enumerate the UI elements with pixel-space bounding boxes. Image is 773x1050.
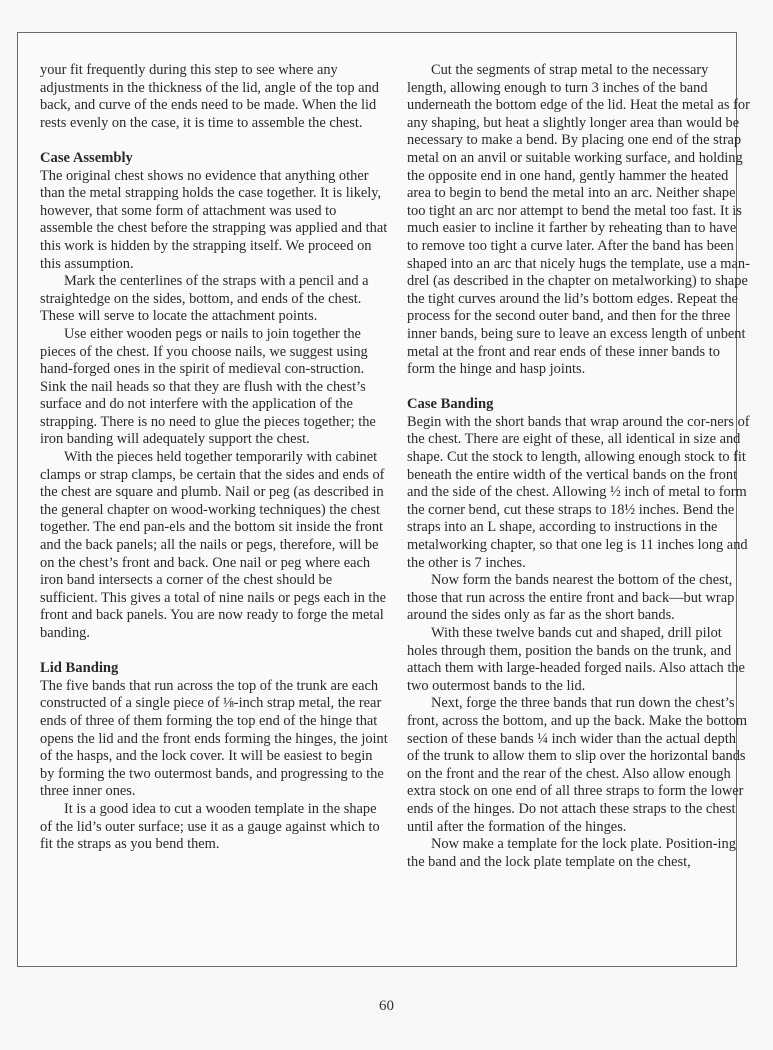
page-number: 60 bbox=[379, 998, 394, 1014]
paragraph: It is a good idea to cut a wooden template in the shape of the lid’s outer surface; use it as a gauge against which to fit the straps as you bend them. bbox=[40, 800, 380, 853]
paragraph: With the pieces held together temporarily with cabinet clamps or strap clamps, be certain that the sides and ends of the chest are square and plumb. Nail or peg (as described in the general chapter on wood-working techniques) the chest together. The end pan-els and the bottom sit inside the front and the back panels; all the nails or pegs, therefore, will be on the chest’s front and back. One nail or peg where each iron band intersects a corner of the chest should be sufficient. This gives a total of nine nails or pegs each in the front and back panels. You are now ready to forge the metal banding. bbox=[40, 449, 386, 641]
text-frame-border bbox=[17, 32, 750, 967]
paragraph: With these twelve bands cut and shaped, drill pilot holes through them, position the bands on the trunk, and attach them with large-headed forged nails. Also attach the two outermost bands to the lid. bbox=[407, 625, 745, 694]
paragraph: The original chest shows no evidence that anything other than the metal strapping holds the case together. It is likely, however, that some form of attachment was used to assemble the chest before the strapping was applied and that this work is hidden by the strapping itself. We proceed on this assumption. bbox=[40, 167, 388, 272]
paragraph: your fit frequently during this step to see where any adjustments in the thickness of the lid, angle of the top and back, and curve of the ends need to be made. When the lid rests evenly on the case, it is time to assemble the chest. bbox=[40, 62, 379, 131]
section-heading-case-assembly: Case Assembly bbox=[40, 149, 133, 166]
paragraph: Mark the centerlines of the straps with a pencil and a straightedge on the sides, bottom, and ends of the chest. These will serve to locate the attachment points. bbox=[40, 273, 369, 325]
section-heading-case-banding: Case Banding bbox=[407, 396, 494, 413]
paragraph: The five bands that run across the top of the trunk are each constructed of a single piece of ⅛-inch strap metal, the rear ends of three of them forming the top end of the hinge that opens the lid and the front ends forming the hinges, the joint of the hasps, and the lock cover. It will be easiest to begin by forming the two outermost bands, and progressing to the three inner ones. bbox=[40, 677, 388, 800]
paragraph: Now form the bands nearest the bottom of the chest, those that run across the entire front and back—but wrap around the sides only as far as the short bands. bbox=[407, 572, 735, 624]
paragraph: Next, forge the three bands that run down the chest’s front, across the bottom, and up the back. Make the bottom section of these bands ¼ inch wider than the actual depth of the trunk to allow them to slip over the horizontal bands on the front and the rear of the chest. Also allow enough extra stock on one end of all three straps to form the lower ends of the hinges. Do not attach these straps to the chest until after the formation of the hinges. bbox=[407, 695, 748, 835]
paragraph: Begin with the short bands that wrap around the cor-ners of the chest. There are eight of these, all identical in size and shape. Cut the stock to length, allowing enough stock to fit beneath the entire width of the vertical bands on the front and the side of the chest. Allowing ½ inch of metal to form the corner bend, cut these straps to 18½ inches. Bend the straps into an L shape, according to instructions in the metalworking chapter, so that one leg is 11 inches long and the other is 7 inches. bbox=[407, 413, 750, 571]
left-column bbox=[40, 62, 388, 854]
paragraph: Now make a template for the lock plate. Position-ing the band and the lock plate template on the chest, bbox=[407, 836, 736, 870]
right-column bbox=[407, 62, 751, 871]
paragraph: Use either wooden pegs or nails to join together the pieces of the chest. If you choose nails, we suggest using hand-forged ones in the spirit of medieval con-struction. Sink the nail heads so that they are flush with the chest’s surface and do not interfere with the application of the strapping. There is no need to glue the pieces together; the iron banding will adequately support the chest. bbox=[40, 325, 376, 448]
section-heading-lid-banding: Lid Banding bbox=[40, 660, 119, 677]
paragraph: Cut the segments of strap metal to the necessary length, allowing enough to turn 3 inches of the band underneath the bottom edge of the lid. Heat the metal as for any shaping, but heat a slightly longer area than would be necessary to make a bend. By placing one end of the strap metal on an anvil or suitable working surface, and holding the opposite end in one hand, gently hammer the heated area to begin to bend the metal into an arc. Neither shape too tight an arc nor attempt to bend the metal too fast. It is much easier to incline it farther by reheating than to have to remove too tight a curve later. After the band has been shaped into an arc that nicely hugs the template, use a man-drel (as described in the chapter on metalworking) to shape the tight curves around the lid’s bottom edges. Repeat the process for the second outer band, and then for the three inner bands, being sure to leave an excess length of unbent metal at the front and rear ends of these inner bands to form the hinge and hasp joints. bbox=[407, 62, 750, 378]
